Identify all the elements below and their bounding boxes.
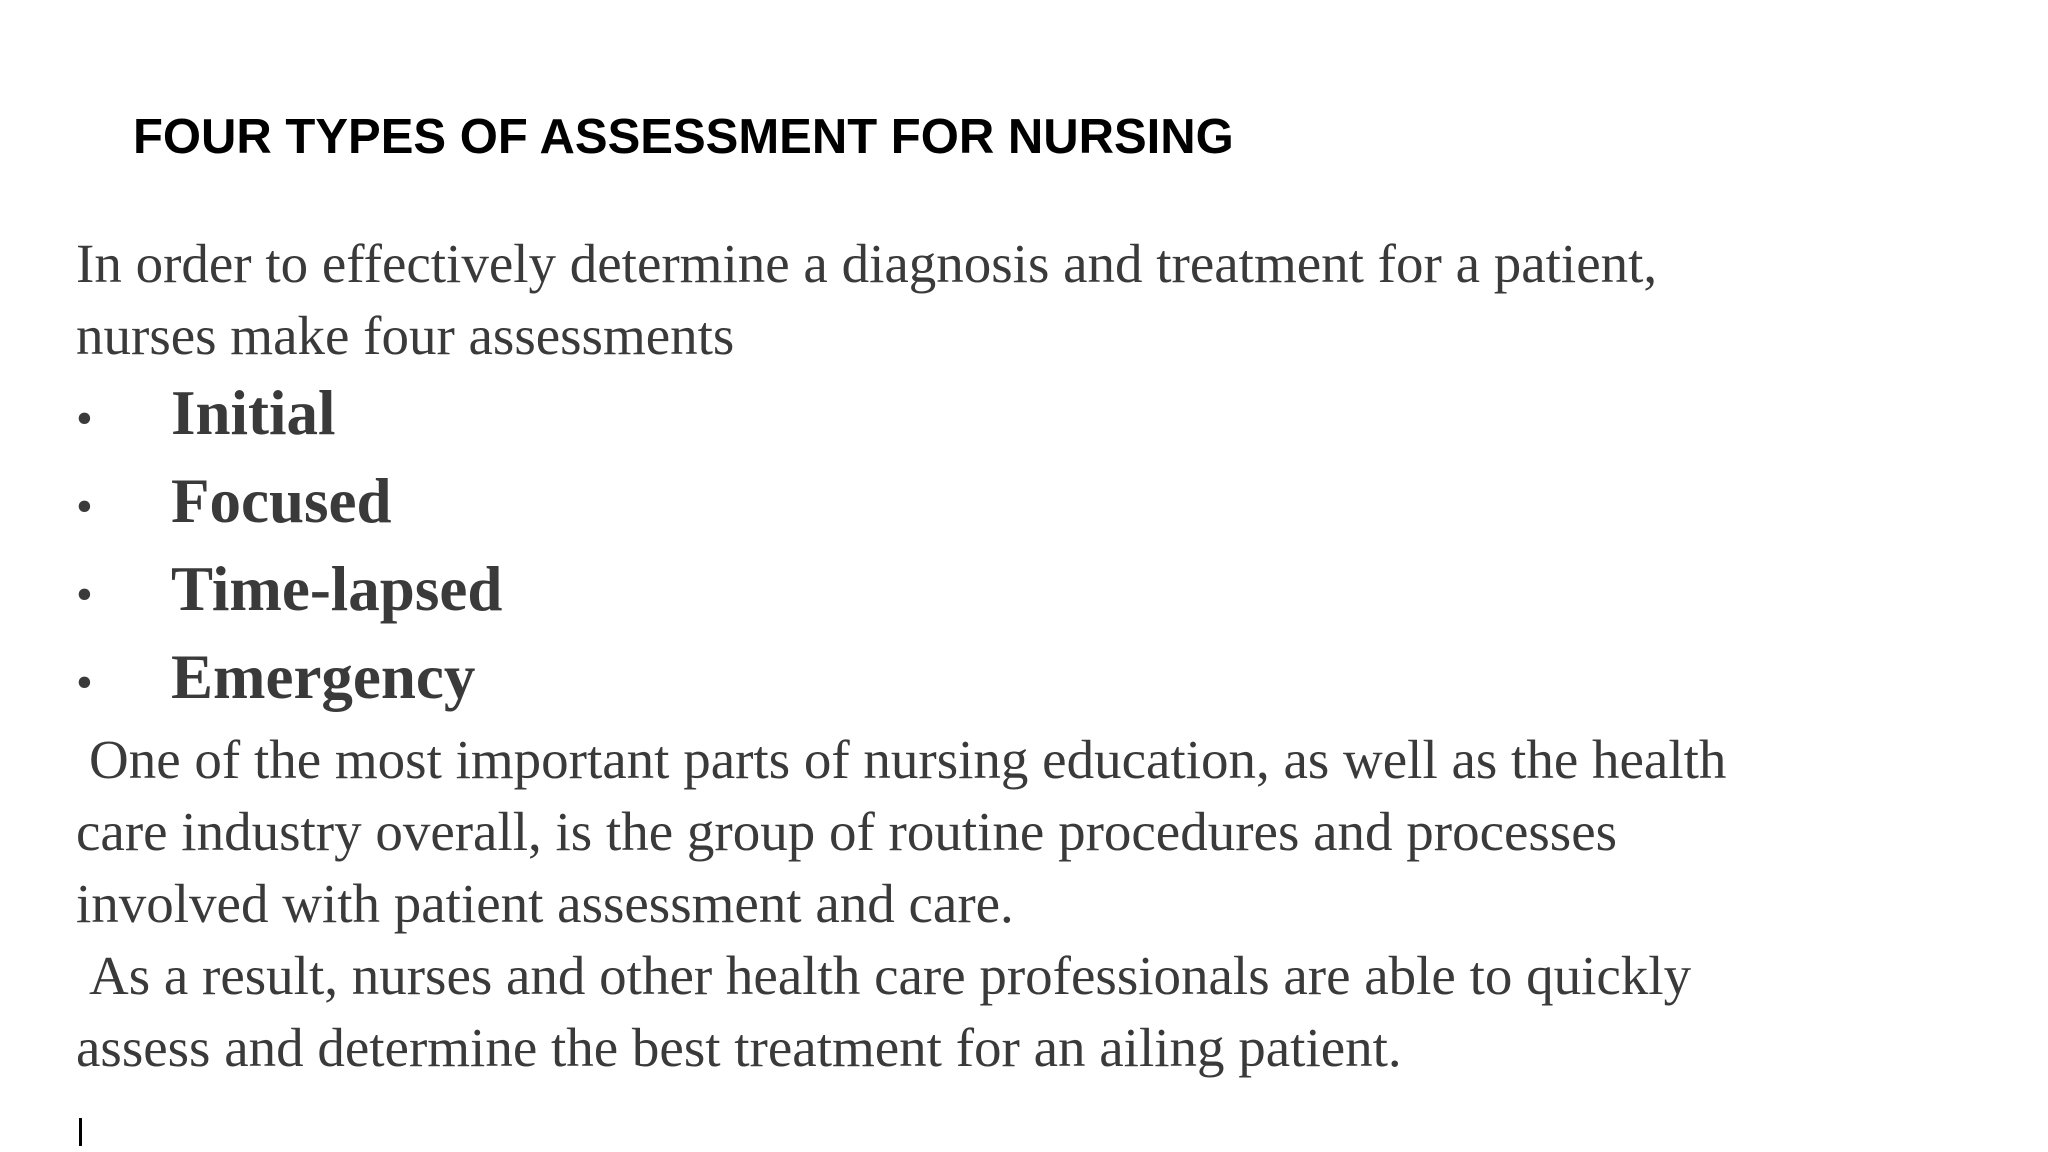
bullet-icon: •: [76, 392, 93, 445]
paragraph-2-line-1: As a result, nurses and other health care professionals are able to quickly: [89, 945, 1692, 1006]
list-item-emergency: [76, 636, 1996, 724]
intro-paragraph: [76, 228, 1996, 372]
list-item-label: Time-lapsed: [171, 554, 503, 624]
list-item-label: Initial: [171, 378, 336, 448]
slide-title: FOUR TYPES OF ASSESSMENT FOR NURSING: [133, 110, 1234, 164]
paragraph-1-line-1: One of the most important parts of nursing education, as well as the health: [89, 729, 1727, 790]
paragraph-importance: [76, 724, 1996, 940]
intro-line-2: nurses make four assessments: [76, 305, 735, 366]
list-item-label: Emergency: [171, 642, 476, 712]
assessment-list: [76, 372, 1996, 724]
bullet-icon: •: [76, 568, 93, 621]
list-item-time-lapsed: [76, 548, 1996, 636]
slide-body: [76, 228, 1996, 1084]
paragraph-2-line-2: assess and determine the best treatment for an ailing patient.: [76, 1017, 1402, 1078]
list-item-label: Focused: [171, 466, 392, 536]
paragraph-1-line-3: involved with patient assessment and care.: [76, 873, 1014, 934]
intro-line-1: In order to effectively determine a diagnosis and treatment for a patient,: [76, 233, 1658, 294]
bullet-icon: •: [76, 480, 93, 533]
paragraph-result: [76, 940, 1996, 1084]
text-cursor: [79, 1118, 82, 1146]
list-item-initial: [76, 372, 1996, 460]
paragraph-1-line-2: care industry overall, is the group of routine procedures and processes: [76, 801, 1618, 862]
list-item-focused: [76, 460, 1996, 548]
bullet-icon: •: [76, 656, 93, 709]
